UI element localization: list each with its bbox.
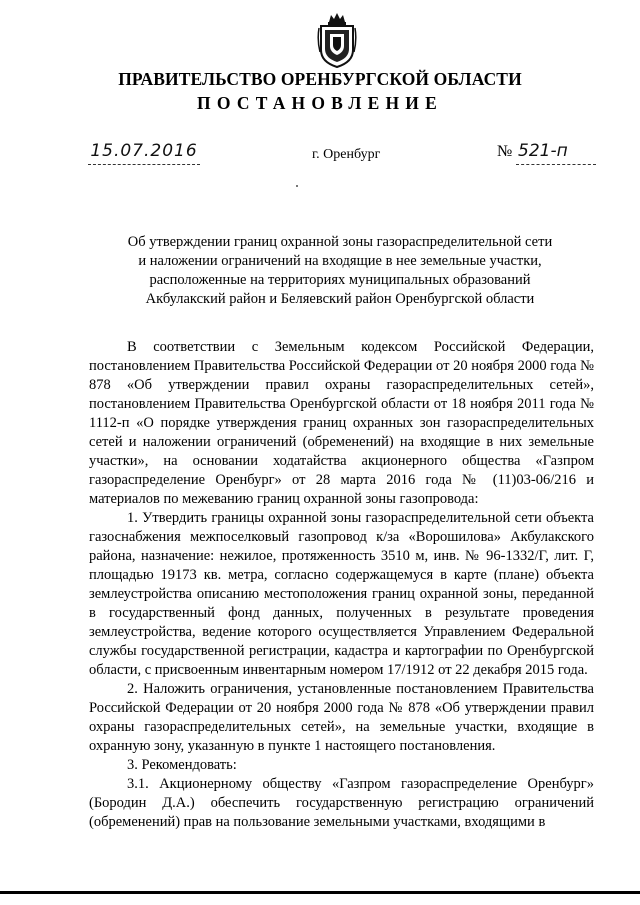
number-underline xyxy=(516,164,596,165)
document-city: г. Оренбург xyxy=(312,147,381,162)
subject-line: Акбулакский район и Беляевский район Оренбургской области xyxy=(145,291,535,307)
body-paragraph-item-2: 2. Наложить ограничения, установленные постановлением Правительства Российской Федерации от 20 ноября 2000 года № 878 «Об утверждении правил охраны газораспределительных сетей», на земельные участки, входящие в охранную зону, указанную в пункте 1 настоящего постановления. xyxy=(89,681,594,754)
body-paragraph-item-3: 3. Рекомендовать: xyxy=(127,757,237,773)
government-title: ПРАВИТЕЛЬСТВО ОРЕНБУРГСКОЙ ОБЛАСТИ xyxy=(118,69,522,89)
scan-artifact-dot xyxy=(296,185,298,187)
document-type-title: ПОСТАНОВЛЕНИЕ xyxy=(197,93,443,113)
document-number: 521-п xyxy=(518,141,568,161)
document-date: 15.07.2016 xyxy=(90,141,198,161)
document-subject xyxy=(90,233,590,309)
body-paragraph-item-1: 1. Утвердить границы охранной зоны газораспределительной сети объекта газоснабжения межпоселковый газопровод к/за «Ворошилова» Акбулакского района, назначение: нежилое, протяженность 3510 м, инв. № 96-1332/Г, лит. Г, площадью 19173 кв. метра, согласно содержащемуся в карте (плане) объекта землеустройства описанию местоположения границ охранной зоны, переданной в государственный фонд данных, полученных в результате проведения землеустройства, ведение которого осуществляется Управлением Федеральной службы государственной регистрации, кадастра и картографии по Оренбургской области, с присвоенным инвентарным номером 17/1912 от 22 декабря 2015 года. xyxy=(89,510,594,678)
body-paragraph-item-3-1: 3.1. Акционерному обществу «Газпром газораспределение Оренбург» (Бородин Д.А.) обеспечить государственную регистрацию ограничений (обременений) прав на пользование земельными участками, входящими в xyxy=(89,776,594,830)
page-bottom-rule xyxy=(0,891,640,894)
subject-line: Об утверждении границ охранной зоны газораспределительной сети xyxy=(127,234,553,250)
date-underline xyxy=(88,164,200,165)
coat-of-arms-icon xyxy=(317,12,357,68)
document-body xyxy=(89,338,594,832)
subject-line: и наложении ограничений на входящие в нее земельные участки, xyxy=(138,253,542,269)
body-paragraph-preamble: В соответствии с Земельным кодексом Российской Федерации, постановлением Правительства Российской Федерации от 20 ноября 2000 года № 878 «Об утверждении правил охраны газораспределительных сетей», постановлением Правительства Оренбургской области от 18 ноября 2011 года № 1112-п «О порядке утверждения границ охранных зон газораспределительных сетей и наложении ограничений (обременений) на входящие в них земельные участки», на основании ходатайства акционерного общества «Газпром газораспределение Оренбург» от 28 марта 2016 года № (11)03-06/216 и материалов по межеванию границ охранной зоны газопровода: xyxy=(89,339,594,507)
number-label: № xyxy=(497,143,513,160)
subject-line: расположенные на территориях муниципальных образований xyxy=(149,272,531,288)
